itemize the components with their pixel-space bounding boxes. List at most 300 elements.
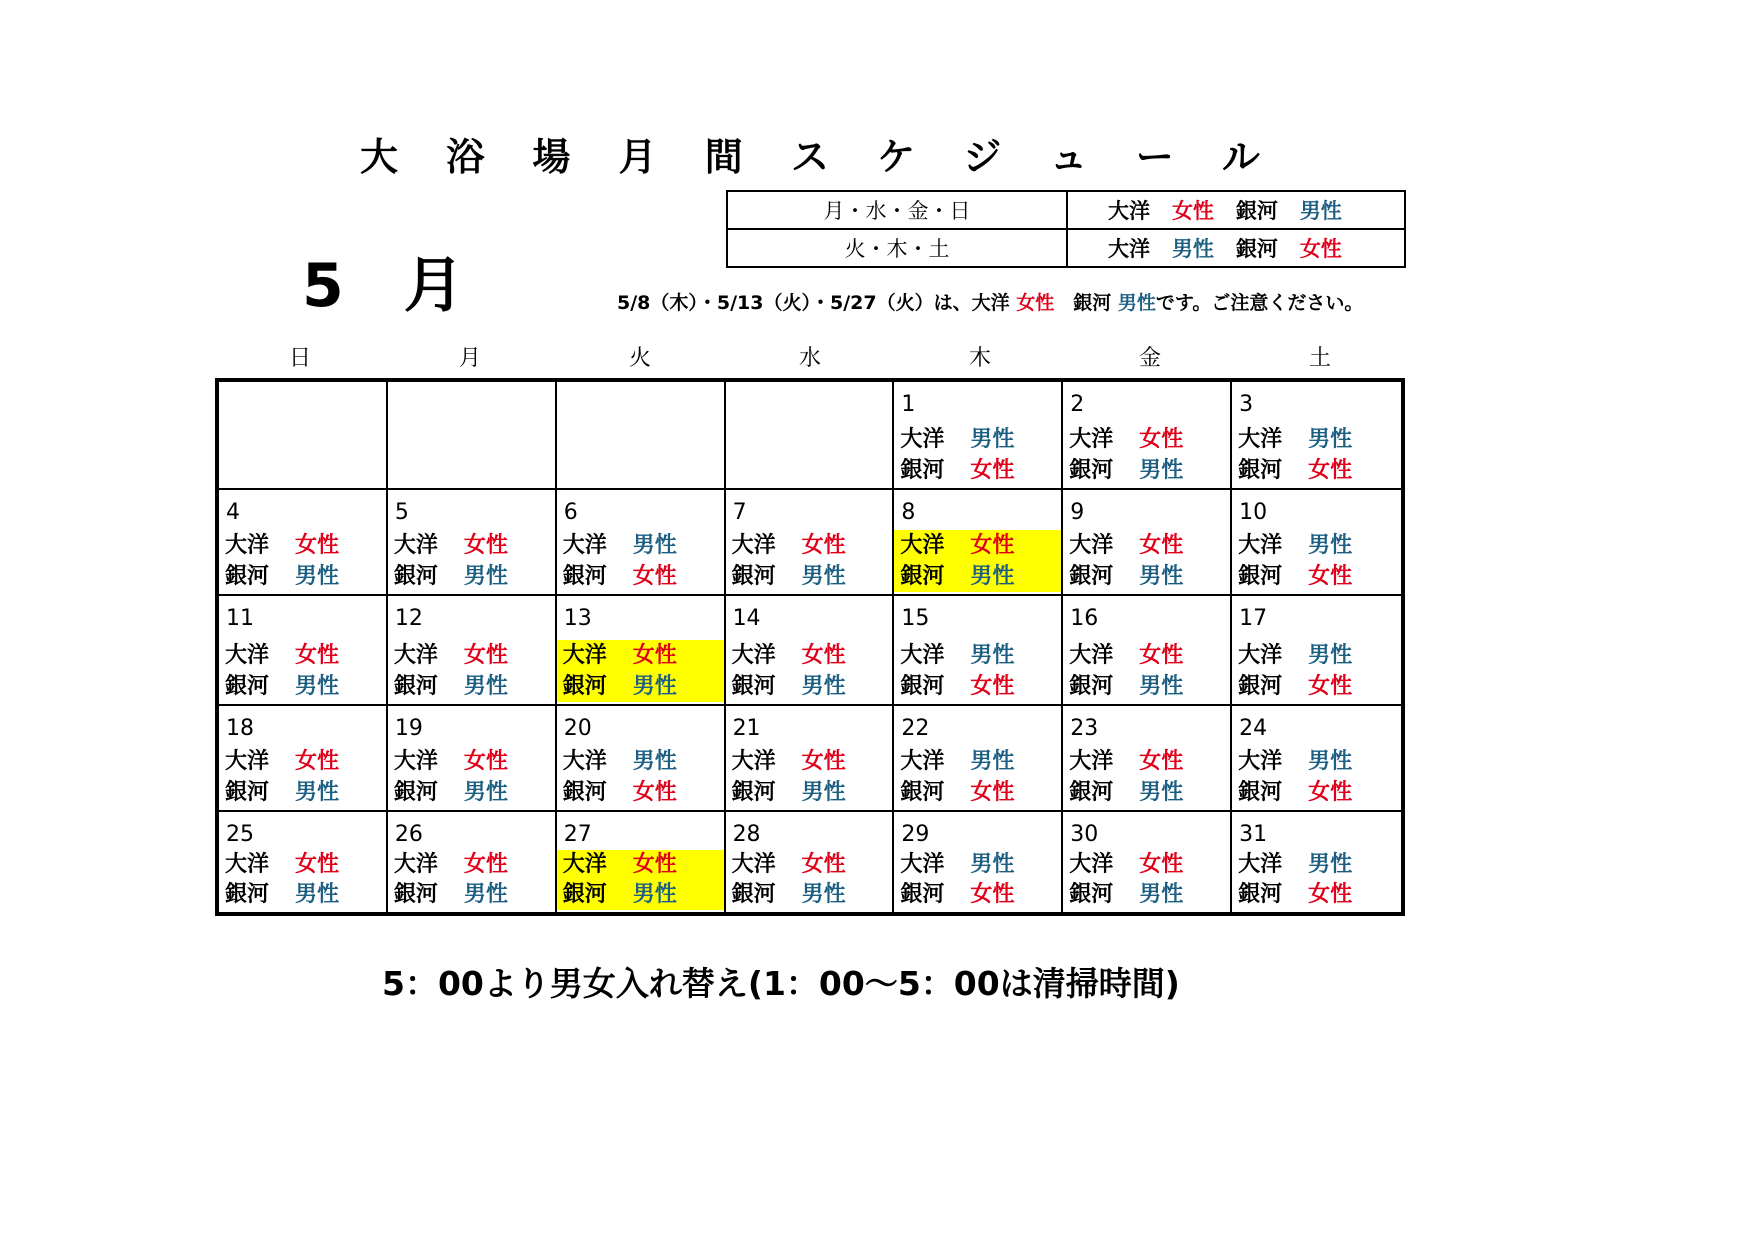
bath-name: 銀河 — [1238, 674, 1283, 699]
bath-name: 銀河 — [1069, 882, 1114, 907]
bath-assignment — [388, 746, 556, 808]
assignment-line — [894, 880, 1062, 910]
bath-name: 銀河 — [1235, 237, 1278, 261]
gender-label: 男性 — [1171, 237, 1214, 261]
gender-label: 女性 — [970, 458, 1015, 483]
weekday-label: 木 — [968, 346, 991, 371]
bath-name: 銀河 — [1069, 780, 1114, 805]
assignment-line — [388, 640, 556, 671]
gender-label: 女性 — [970, 533, 1015, 558]
day-number: 7 — [732, 500, 747, 525]
assignment-line — [726, 671, 894, 702]
bath-assignment — [894, 746, 1062, 808]
gender-label: 女性 — [970, 780, 1015, 805]
calendar-day-cell — [1232, 812, 1401, 912]
assignment-line — [557, 671, 725, 702]
bath-name: 大洋 — [900, 533, 945, 558]
gender-label: 女性 — [1308, 564, 1353, 589]
bath-name: 大洋 — [731, 533, 776, 558]
bath-name: 大洋 — [731, 852, 776, 877]
bath-name: 銀河 — [900, 882, 945, 907]
day-number: 12 — [394, 606, 423, 631]
bath-name: 大洋 — [562, 852, 607, 877]
bath-assignment — [894, 640, 1062, 702]
gender-label: 男性 — [632, 749, 677, 774]
calendar-day-cell — [388, 706, 557, 812]
assignment-line — [1232, 777, 1400, 808]
bath-assignment — [219, 530, 387, 592]
calendar-empty-cell — [557, 382, 726, 490]
weekday-label: 火 — [628, 346, 651, 371]
bath-assignment — [1063, 850, 1231, 910]
gender-label: 女性 — [295, 852, 340, 877]
day-number: 24 — [1239, 716, 1268, 741]
bath-name: 銀河 — [900, 564, 945, 589]
assignment-line — [726, 561, 894, 592]
bath-name: 大洋 — [562, 749, 607, 774]
assignment-line — [1063, 455, 1231, 486]
assignment-line — [726, 746, 894, 777]
bath-name: 銀河 — [900, 674, 945, 699]
day-number: 29 — [901, 822, 930, 847]
legend-days: 月・水・金・日 — [727, 191, 1067, 229]
bath-name: 大洋 — [1238, 643, 1283, 668]
calendar-day-cell — [557, 706, 726, 812]
gender-label: 男性 — [632, 882, 677, 907]
day-number: 5 — [394, 500, 409, 525]
gender-label: 男性 — [295, 674, 340, 699]
bath-name: 大洋 — [562, 533, 607, 558]
gender-label: 女性 — [1308, 780, 1353, 805]
gender-label: 女性 — [295, 533, 340, 558]
calendar-day-cell — [388, 812, 557, 912]
bath-name: 大洋 — [900, 643, 945, 668]
gender-label: 男性 — [1139, 674, 1184, 699]
gender-label: 男性 — [801, 882, 846, 907]
assignment-line — [557, 530, 725, 561]
bath-name: 大洋 — [1238, 427, 1283, 452]
bath-name: 大洋 — [900, 749, 945, 774]
assignment-line — [557, 746, 725, 777]
bath-assignment — [1232, 850, 1400, 910]
assignment-line — [388, 746, 556, 777]
assignment-line — [894, 424, 1062, 455]
bath-name: 銀河 — [1069, 564, 1114, 589]
bath-name: 大洋 — [1238, 749, 1283, 774]
bath-name: 銀河 — [731, 882, 776, 907]
legend-row — [727, 191, 1405, 229]
gender-label: 女性 — [1299, 237, 1342, 261]
legend-days: 火・木・土 — [727, 229, 1067, 267]
day-number: 22 — [901, 716, 930, 741]
assignment-line — [1232, 746, 1400, 777]
assignment-line — [1232, 671, 1400, 702]
bath-name: 大洋 — [225, 852, 270, 877]
bath-name: 大洋 — [393, 533, 438, 558]
bath-name: 銀河 — [225, 674, 270, 699]
bath-name: 大洋 — [1069, 427, 1114, 452]
calendar-empty-cell — [388, 382, 557, 490]
legend-assignment — [1067, 229, 1405, 267]
highlighted-assignment — [557, 850, 725, 910]
gender-label: 男性 — [970, 564, 1015, 589]
title-char: ケ — [877, 134, 916, 179]
calendar-day-cell — [557, 490, 726, 596]
bath-name: 大洋 — [1069, 533, 1114, 558]
gender-label: 女性 — [801, 749, 846, 774]
day-number: 1 — [901, 392, 916, 417]
gender-label: 女性 — [632, 564, 677, 589]
gender-label: 男性 — [463, 780, 508, 805]
bath-name: 大洋 — [1108, 199, 1150, 223]
calendar-day-cell — [219, 812, 388, 912]
bath-assignment — [388, 530, 556, 592]
calendar-day-cell — [1063, 490, 1232, 596]
bath-name: 銀河 — [562, 780, 607, 805]
day-number: 9 — [1070, 500, 1085, 525]
gender-label: 女性 — [463, 749, 508, 774]
day-number: 14 — [732, 606, 761, 631]
gender-label: 女性 — [1308, 882, 1353, 907]
bath-name: 銀河 — [900, 458, 945, 483]
highlighted-assignment — [894, 530, 1062, 592]
gender-label: 女性 — [463, 852, 508, 877]
bath-name: 大洋 — [225, 533, 270, 558]
bath-assignment — [557, 746, 725, 808]
bath-name: 大洋 — [393, 749, 438, 774]
title-char: ュ — [1049, 134, 1088, 179]
assignment-line — [557, 777, 725, 808]
calendar-day-cell — [219, 706, 388, 812]
bath-name: 銀河 — [900, 780, 945, 805]
bath-name: 大洋 — [1238, 533, 1283, 558]
bath-name: 銀河 — [225, 882, 270, 907]
bath-assignment — [219, 640, 387, 702]
gender-label: 女性 — [632, 852, 677, 877]
assignment-line — [1232, 561, 1400, 592]
assignment-line — [1063, 424, 1231, 455]
gender-label: 女性 — [1139, 533, 1184, 558]
assignment-line — [1063, 640, 1231, 671]
day-number: 8 — [901, 500, 916, 525]
weekday-label: 日 — [288, 346, 311, 371]
day-number: 23 — [1070, 716, 1099, 741]
bath-assignment — [726, 746, 894, 808]
calendar-day-cell — [1232, 596, 1401, 706]
calendar-day-cell — [1232, 382, 1401, 490]
bath-name: 大洋 — [731, 749, 776, 774]
calendar-grid — [215, 378, 1405, 916]
bath-name: 銀河 — [1238, 882, 1283, 907]
bath-assignment — [219, 746, 387, 808]
weekday-header — [215, 344, 1405, 374]
bath-assignment — [894, 424, 1062, 486]
title-char: ー — [1135, 134, 1174, 179]
assignment-line — [726, 850, 894, 880]
calendar-day-cell — [557, 596, 726, 706]
notice-prefix: 5/8（木）・5/13（火）・5/27（火）は、大洋 — [617, 292, 1017, 314]
gender-label: 男性 — [463, 564, 508, 589]
day-number: 26 — [394, 822, 423, 847]
assignment-line — [219, 850, 387, 880]
assignment-line — [219, 777, 387, 808]
assignment-line — [557, 880, 725, 910]
gender-label: 男性 — [970, 427, 1015, 452]
assignment-line — [1063, 850, 1231, 880]
calendar-day-cell — [726, 812, 895, 912]
bath-name: 大洋 — [225, 643, 270, 668]
assignment-line — [1063, 671, 1231, 702]
gender-label: 男性 — [801, 780, 846, 805]
gender-label: 女性 — [463, 643, 508, 668]
gender-label: 女性 — [632, 643, 677, 668]
bath-assignment — [1063, 746, 1231, 808]
day-number: 20 — [563, 716, 592, 741]
calendar-day-cell — [1232, 490, 1401, 596]
bath-assignment — [894, 850, 1062, 910]
day-number: 30 — [1070, 822, 1099, 847]
gender-label: 男性 — [1308, 749, 1353, 774]
calendar-day-cell — [894, 706, 1063, 812]
assignment-line — [388, 850, 556, 880]
bath-name: 銀河 — [1238, 780, 1283, 805]
calendar-day-cell — [219, 596, 388, 706]
bath-assignment — [726, 530, 894, 592]
bath-name: 大洋 — [900, 427, 945, 452]
calendar-day-cell — [894, 812, 1063, 912]
highlighted-assignment — [557, 640, 725, 702]
weekday-label: 土 — [1308, 346, 1331, 371]
bath-name: 銀河 — [562, 882, 607, 907]
day-number: 31 — [1239, 822, 1268, 847]
weekday-label: 月 — [458, 346, 481, 371]
bath-name: 銀河 — [225, 780, 270, 805]
gender-label: 男性 — [1139, 882, 1184, 907]
bath-name: 銀河 — [393, 882, 438, 907]
title-char: 場 — [532, 134, 571, 179]
day-number: 25 — [226, 822, 254, 847]
assignment-line — [388, 880, 556, 910]
legend-table — [726, 190, 1406, 268]
gender-label: 女性 — [1139, 749, 1184, 774]
bath-name: 銀河 — [393, 674, 438, 699]
bath-name: 大洋 — [1069, 749, 1114, 774]
day-number: 16 — [1070, 606, 1099, 631]
bath-assignment — [1232, 424, 1400, 486]
assignment-line — [726, 777, 894, 808]
calendar-day-cell — [388, 596, 557, 706]
bath-name: 銀河 — [731, 564, 776, 589]
assignment-line — [726, 880, 894, 910]
gender-label: 男性 — [1308, 533, 1353, 558]
bath-assignment — [1232, 640, 1400, 702]
bath-assignment — [1063, 424, 1231, 486]
gender-label: 男性 — [970, 643, 1015, 668]
bath-name: 銀河 — [225, 564, 270, 589]
day-number: 18 — [226, 716, 254, 741]
gender-label: 女性 — [1139, 643, 1184, 668]
day-number: 4 — [226, 500, 240, 525]
assignment-line — [219, 746, 387, 777]
day-number: 10 — [1239, 500, 1268, 525]
bath-name: 大洋 — [1069, 852, 1114, 877]
bath-name: 銀河 — [1238, 564, 1283, 589]
gender-label: 男性 — [295, 564, 340, 589]
assignment-line — [219, 671, 387, 702]
day-number: 28 — [732, 822, 761, 847]
assignment-line — [894, 561, 1062, 592]
calendar-day-cell — [894, 490, 1063, 596]
bath-name: 銀河 — [1069, 674, 1114, 699]
bath-assignment — [1232, 530, 1400, 592]
calendar-day-cell — [388, 490, 557, 596]
assignment-line — [388, 561, 556, 592]
assignment-line — [894, 530, 1062, 561]
bath-name: 銀河 — [393, 780, 438, 805]
bath-name: 銀河 — [1235, 199, 1278, 223]
notice-text — [617, 288, 1363, 318]
bath-name: 銀河 — [1069, 458, 1114, 483]
title-char: 月 — [618, 134, 657, 179]
calendar-day-cell — [1063, 596, 1232, 706]
bath-assignment — [219, 850, 387, 910]
bath-name: 大洋 — [393, 643, 438, 668]
calendar-day-cell — [1063, 382, 1232, 490]
day-number: 19 — [394, 716, 423, 741]
day-number: 27 — [563, 822, 592, 847]
gender-label: 女性 — [463, 533, 508, 558]
gender-label: 女性 — [801, 643, 846, 668]
assignment-line — [1232, 424, 1400, 455]
assignment-line — [1232, 455, 1400, 486]
footer-note: 5：00より男女入れ替え(1：00～5：00は清掃時間) — [382, 964, 1180, 1003]
bath-name: 大洋 — [1069, 643, 1114, 668]
calendar-empty-cell — [219, 382, 388, 490]
weekday-label: 金 — [1138, 346, 1161, 371]
calendar-day-cell — [1063, 812, 1232, 912]
gender-label: 男性 — [1308, 852, 1353, 877]
gender-label: 男性 — [1299, 199, 1342, 223]
bath-name: 銀河 — [731, 780, 776, 805]
gender-label: 男性 — [970, 852, 1015, 877]
assignment-line — [894, 640, 1062, 671]
title-char: 間 — [704, 134, 743, 179]
bath-name: 銀河 — [393, 564, 438, 589]
day-number: 3 — [1239, 392, 1254, 417]
bath-name: 大洋 — [1238, 852, 1283, 877]
gender-label: 男性 — [632, 533, 677, 558]
month-label: 5 月 — [302, 251, 464, 321]
title-char: 大 — [360, 134, 399, 179]
assignment-line — [726, 640, 894, 671]
assignment-line — [1063, 746, 1231, 777]
day-number: 21 — [732, 716, 761, 741]
calendar-day-cell — [1232, 706, 1401, 812]
gender-label: 男性 — [632, 674, 677, 699]
calendar-day-cell — [726, 596, 895, 706]
notice-mid: 銀河 — [1054, 292, 1118, 314]
calendar-day-cell — [557, 812, 726, 912]
bath-name: 銀河 — [562, 674, 607, 699]
assignment-line — [894, 850, 1062, 880]
gender-label: 女性 — [295, 643, 340, 668]
weekday-label: 水 — [798, 346, 821, 371]
day-number: 13 — [563, 606, 592, 631]
gender-label: 男性 — [1139, 458, 1184, 483]
assignment-line — [1063, 530, 1231, 561]
assignment-line — [1232, 850, 1400, 880]
gender-label: 女性 — [801, 533, 846, 558]
gender-label: 男性 — [295, 780, 340, 805]
bath-assignment — [557, 530, 725, 592]
bath-assignment — [1063, 640, 1231, 702]
gender-label: 女性 — [1308, 458, 1353, 483]
gender-label: 女性 — [970, 674, 1015, 699]
bath-assignment — [726, 850, 894, 910]
gender-label: 男性 — [1139, 780, 1184, 805]
day-number: 11 — [226, 606, 254, 631]
assignment-line — [894, 455, 1062, 486]
day-number: 6 — [563, 500, 578, 525]
assignment-line — [219, 530, 387, 561]
assignment-line — [219, 880, 387, 910]
assignment-line — [388, 530, 556, 561]
gender-label: 男性 — [1308, 427, 1353, 452]
assignment-line — [557, 850, 725, 880]
gender-label: 女性 — [1171, 199, 1214, 223]
bath-name: 大洋 — [562, 643, 607, 668]
bath-name: 大洋 — [225, 749, 270, 774]
page-title — [360, 128, 1260, 178]
assignment-line — [726, 530, 894, 561]
gender-label: 女性 — [1139, 427, 1184, 452]
calendar-day-cell — [1063, 706, 1232, 812]
title-char: ス — [790, 134, 829, 179]
notice-suffix: です。ご注意ください。 — [1155, 292, 1364, 314]
bath-assignment — [1232, 746, 1400, 808]
bath-assignment — [388, 850, 556, 910]
assignment-line — [1063, 880, 1231, 910]
bath-name: 銀河 — [1238, 458, 1283, 483]
bath-name: 大洋 — [731, 643, 776, 668]
day-number: 2 — [1070, 392, 1085, 417]
bath-name: 銀河 — [562, 564, 607, 589]
bath-name: 大洋 — [1108, 237, 1150, 261]
gender-label: 男性 — [801, 564, 846, 589]
gender-label: 女性 — [1139, 852, 1184, 877]
bath-name: 大洋 — [393, 852, 438, 877]
calendar-day-cell — [219, 490, 388, 596]
assignment-line — [557, 640, 725, 671]
assignment-line — [557, 561, 725, 592]
legend-row — [727, 229, 1405, 267]
assignment-line — [894, 746, 1062, 777]
bath-name: 大洋 — [900, 852, 945, 877]
calendar-day-cell — [726, 706, 895, 812]
gender-label: 女性 — [1016, 292, 1055, 314]
bath-name: 銀河 — [731, 674, 776, 699]
assignment-line — [1063, 777, 1231, 808]
gender-label: 男性 — [295, 882, 340, 907]
calendar-day-cell — [894, 382, 1063, 490]
calendar-day-cell — [894, 596, 1063, 706]
title-char: 浴 — [446, 134, 485, 179]
assignment-line — [1063, 561, 1231, 592]
title-char: ル — [1221, 134, 1260, 179]
bath-assignment — [1063, 530, 1231, 592]
gender-label: 女性 — [970, 882, 1015, 907]
assignment-line — [388, 777, 556, 808]
